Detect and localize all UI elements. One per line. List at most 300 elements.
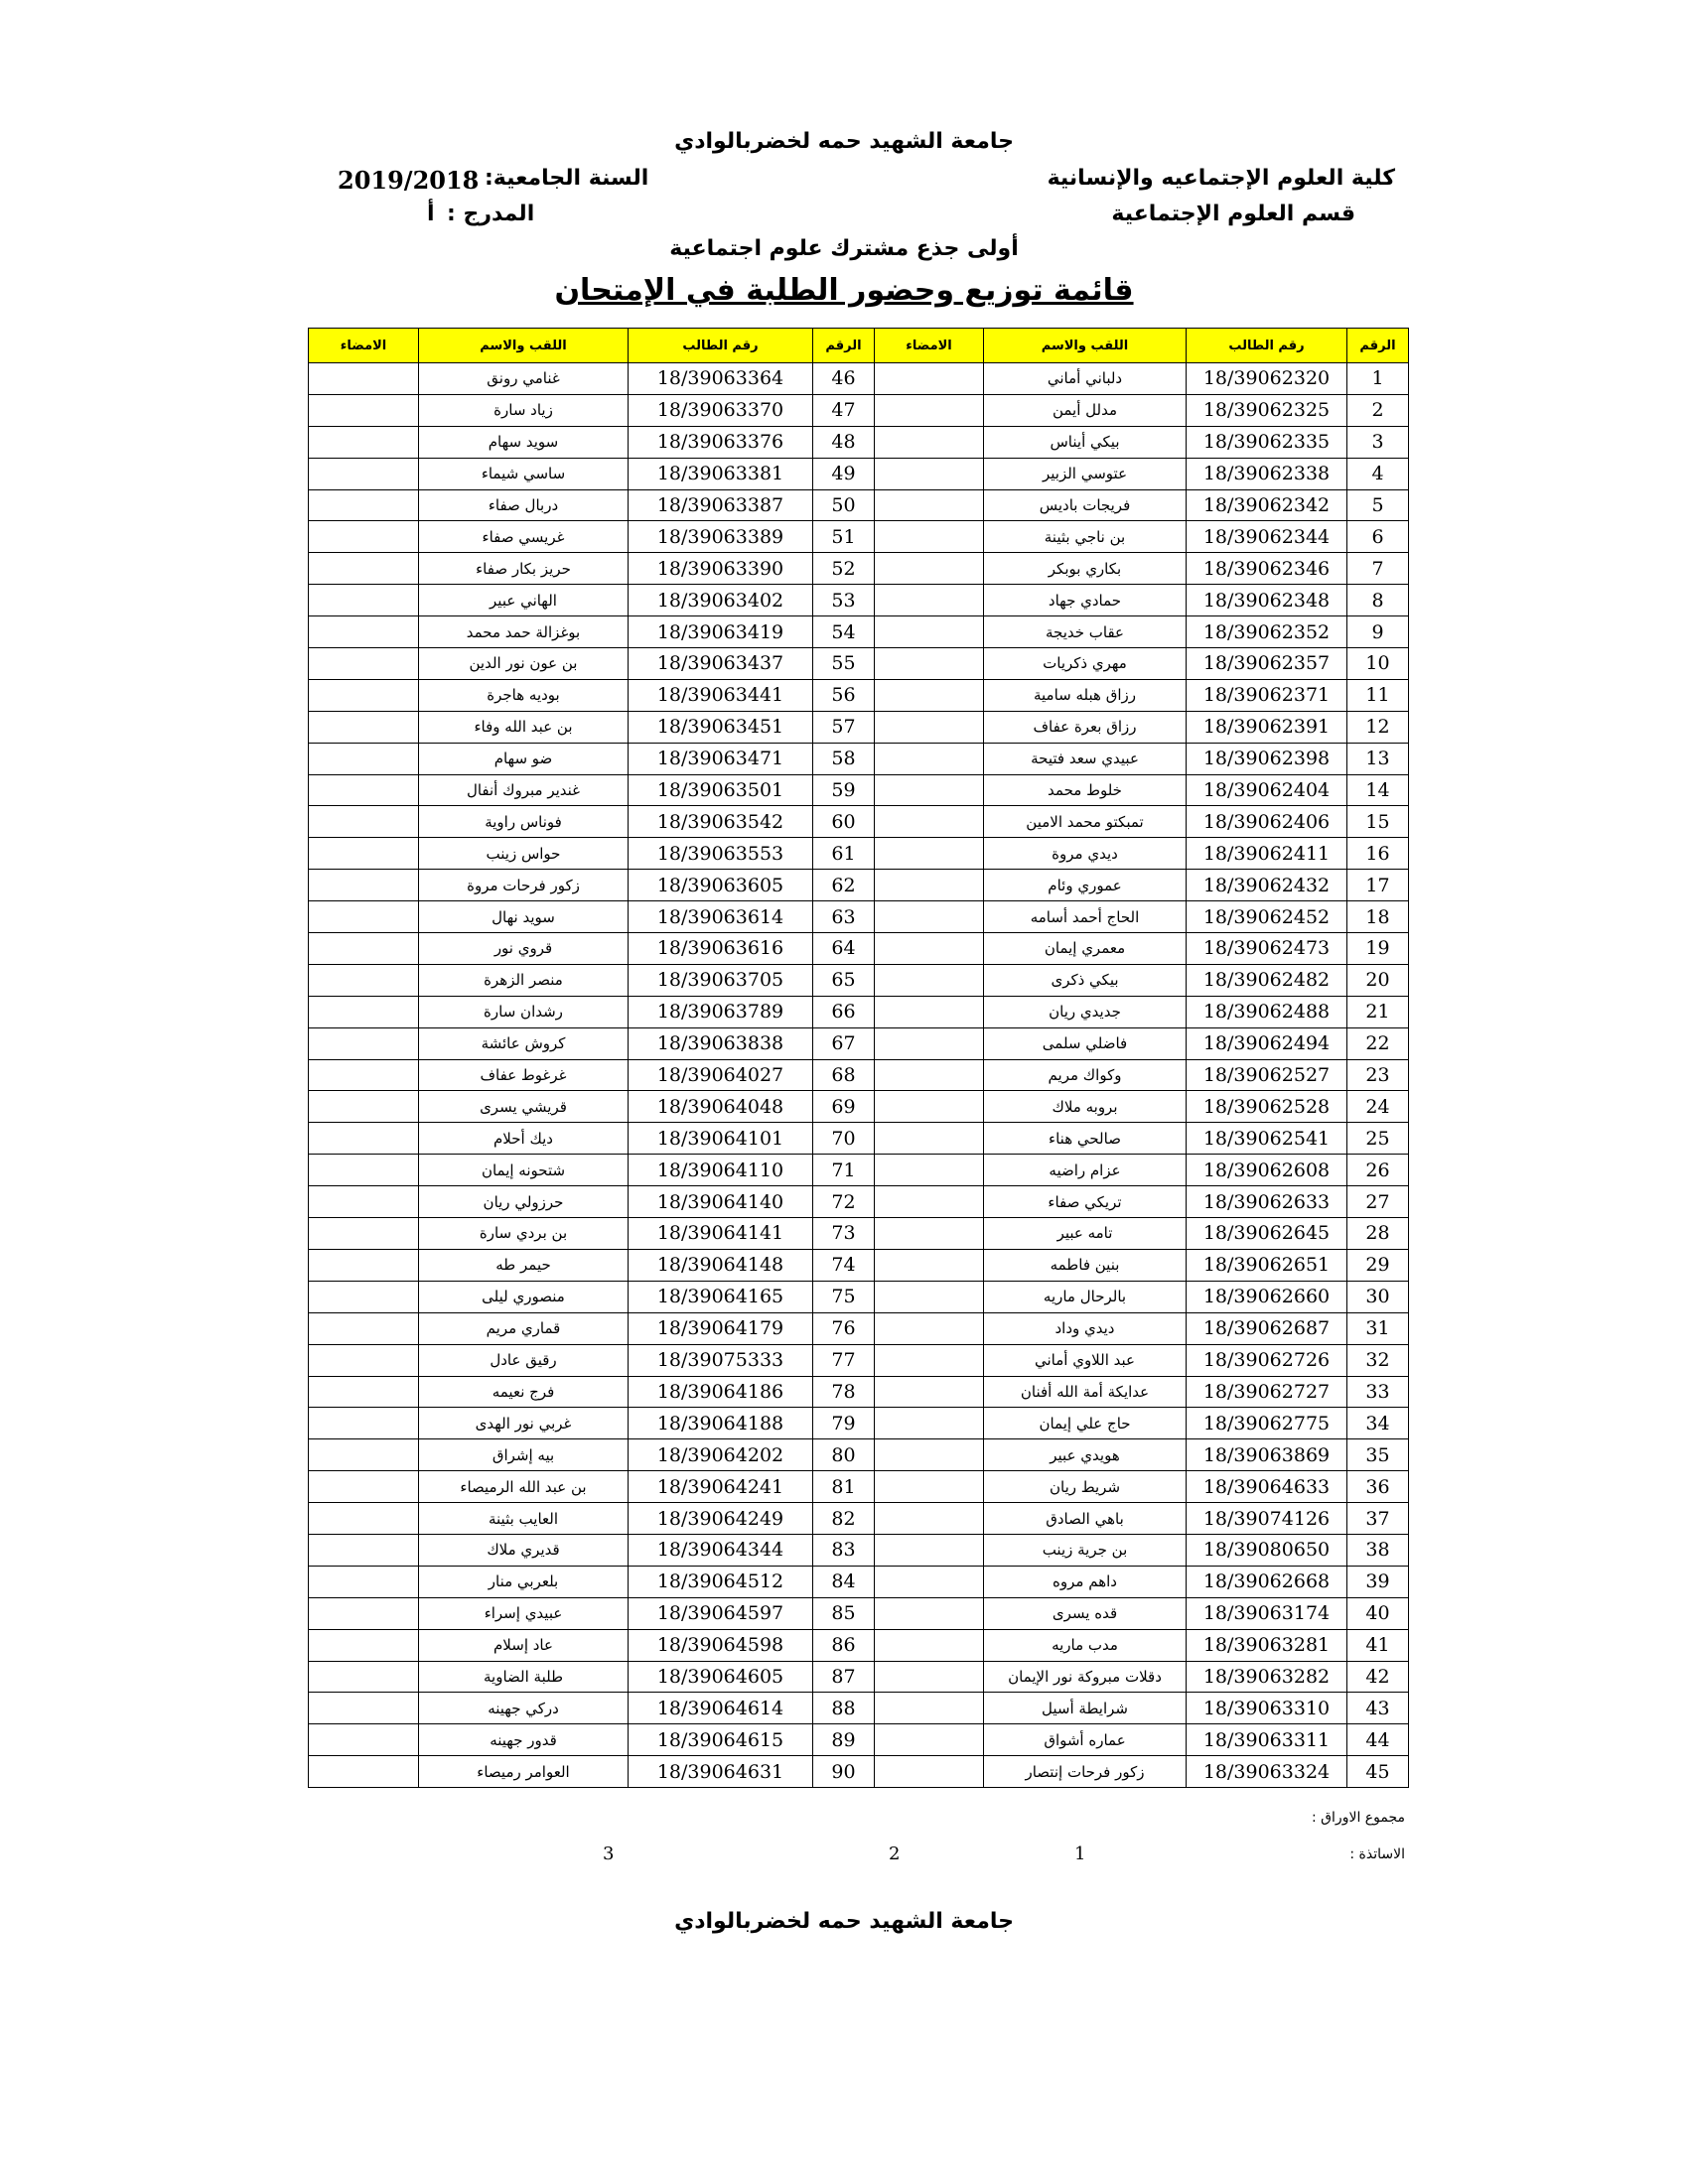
- row-num: 68: [813, 1059, 875, 1091]
- student-id: 18/39064614: [629, 1693, 813, 1724]
- student-id: 18/39063281: [1187, 1629, 1347, 1661]
- student-id: 18/39062452: [1187, 901, 1347, 933]
- student-name: بنين فاطمه: [984, 1249, 1187, 1281]
- student-name: رقيق عادل: [419, 1344, 629, 1376]
- signature-cell: [309, 743, 419, 774]
- row-num: 43: [1347, 1693, 1409, 1724]
- student-name: بن ناجي بثينة: [984, 521, 1187, 553]
- signature-cell: [309, 870, 419, 901]
- row-num: 75: [813, 1281, 875, 1312]
- signature-cell: [309, 394, 419, 426]
- student-name: دركي جهينه: [419, 1693, 629, 1724]
- student-name: بن عبد الله وفاء: [419, 711, 629, 743]
- student-name: شتحونه إيمان: [419, 1155, 629, 1186]
- student-id: 18/39062404: [1187, 774, 1347, 806]
- student-id: 18/39062371: [1187, 679, 1347, 711]
- row-num: 12: [1347, 711, 1409, 743]
- professor-number-2: 2: [889, 1843, 901, 1864]
- signature-cell: [875, 1566, 984, 1597]
- signature-cell: [875, 711, 984, 743]
- student-id: 18/39062645: [1187, 1218, 1347, 1250]
- signature-cell: [875, 806, 984, 838]
- professor-number-3: 3: [603, 1843, 615, 1864]
- row-num: 34: [1347, 1408, 1409, 1439]
- signature-cell: [875, 648, 984, 680]
- student-id: 18/39062342: [1187, 489, 1347, 521]
- row-num: 29: [1347, 1249, 1409, 1281]
- row-num: 39: [1347, 1566, 1409, 1597]
- student-name: خلوط محمد: [984, 774, 1187, 806]
- student-id: 18/39062473: [1187, 933, 1347, 965]
- row-num: 11: [1347, 679, 1409, 711]
- student-id: 18/39062775: [1187, 1408, 1347, 1439]
- student-name: غربي نور الهدى: [419, 1408, 629, 1439]
- student-name: العايب بثينة: [419, 1503, 629, 1535]
- student-name: داهم مروه: [984, 1566, 1187, 1597]
- student-name: مدب ماريه: [984, 1629, 1187, 1661]
- student-id: 18/39062660: [1187, 1281, 1347, 1312]
- student-id: 18/39062494: [1187, 1027, 1347, 1059]
- professors-label: الاساتذة :: [1349, 1846, 1405, 1862]
- row-num: 78: [813, 1376, 875, 1408]
- student-id: 18/39064633: [1187, 1471, 1347, 1503]
- student-id: 18/39064165: [629, 1281, 813, 1312]
- signature-cell: [309, 901, 419, 933]
- signature-cell: [309, 838, 419, 870]
- signature-cell: [875, 1756, 984, 1788]
- row-num: 8: [1347, 585, 1409, 616]
- student-id: 18/39062352: [1187, 616, 1347, 648]
- student-name: تريكي صفاء: [984, 1186, 1187, 1218]
- student-id: 18/39063381: [629, 458, 813, 489]
- table-row: [309, 774, 1409, 806]
- signature-cell: [875, 964, 984, 996]
- row-num: 5: [1347, 489, 1409, 521]
- student-name: تمبكتو محمد الامين: [984, 806, 1187, 838]
- student-id: 18/39063501: [629, 774, 813, 806]
- student-id: 18/39063387: [629, 489, 813, 521]
- student-id: 18/39063451: [629, 711, 813, 743]
- student-id: 18/39062608: [1187, 1155, 1347, 1186]
- student-name: بروبه ملاك: [984, 1091, 1187, 1123]
- student-id: 18/39064344: [629, 1534, 813, 1566]
- row-num: 13: [1347, 743, 1409, 774]
- table-row: [309, 1281, 1409, 1312]
- row-num: 77: [813, 1344, 875, 1376]
- table-row: [309, 489, 1409, 521]
- student-id: 18/39062406: [1187, 806, 1347, 838]
- signature-cell: [309, 363, 419, 395]
- row-num: 7: [1347, 553, 1409, 585]
- signature-cell: [875, 1661, 984, 1693]
- row-num: 49: [813, 458, 875, 489]
- signature-cell: [875, 679, 984, 711]
- student-id: 18/39063869: [1187, 1439, 1347, 1471]
- student-name: بوديه هاجرة: [419, 679, 629, 711]
- row-num: 65: [813, 964, 875, 996]
- student-name: دربال صفاء: [419, 489, 629, 521]
- table-row: [309, 933, 1409, 965]
- signature-cell: [309, 426, 419, 458]
- signature-cell: [309, 616, 419, 648]
- signature-cell: [309, 1312, 419, 1344]
- student-name: عزام راضيه: [984, 1155, 1187, 1186]
- university-header: جامعة الشهيد حمه لخضربالوادي: [674, 129, 1014, 154]
- signature-cell: [309, 1186, 419, 1218]
- table-row: [309, 616, 1409, 648]
- student-name: حريز بكار صفاء: [419, 553, 629, 585]
- student-id: 18/39064186: [629, 1376, 813, 1408]
- row-num: 16: [1347, 838, 1409, 870]
- student-name: فريجات باديس: [984, 489, 1187, 521]
- signature-cell: [875, 1249, 984, 1281]
- signature-cell: [309, 1408, 419, 1439]
- student-name: شريط ريان: [984, 1471, 1187, 1503]
- student-id: 18/39064141: [629, 1218, 813, 1250]
- student-name: دلباني أماني: [984, 363, 1187, 395]
- signature-cell: [875, 1693, 984, 1724]
- student-id: 18/39064598: [629, 1629, 813, 1661]
- row-num: 73: [813, 1218, 875, 1250]
- row-num: 18: [1347, 901, 1409, 933]
- student-name: بيه إشراق: [419, 1439, 629, 1471]
- row-num: 72: [813, 1186, 875, 1218]
- row-num: 40: [1347, 1597, 1409, 1629]
- student-name: عدايكة أمة الله أفنان: [984, 1376, 1187, 1408]
- student-name: غنامي رونق: [419, 363, 629, 395]
- signature-cell: [309, 1027, 419, 1059]
- university-footer: جامعة الشهيد حمه لخضربالوادي: [674, 1909, 1014, 1934]
- student-id: 18/39062527: [1187, 1059, 1347, 1091]
- signature-cell: [875, 553, 984, 585]
- student-id: 18/39063553: [629, 838, 813, 870]
- student-id: 18/39062541: [1187, 1123, 1347, 1155]
- student-name: غندير مبروك أنفال: [419, 774, 629, 806]
- row-num: 85: [813, 1597, 875, 1629]
- student-name: حواس زينب: [419, 838, 629, 870]
- student-name: عقاب خديجة: [984, 616, 1187, 648]
- header-id-right: رقم الطالب: [1187, 329, 1347, 363]
- table-row: [309, 363, 1409, 395]
- signature-cell: [309, 1155, 419, 1186]
- signature-cell: [875, 1534, 984, 1566]
- student-id: 18/39062411: [1187, 838, 1347, 870]
- signature-cell: [875, 426, 984, 458]
- table-row: [309, 1091, 1409, 1123]
- student-id: 18/39064605: [629, 1661, 813, 1693]
- student-name: قريشي يسرى: [419, 1091, 629, 1123]
- signature-cell: [875, 1155, 984, 1186]
- signature-cell: [309, 1629, 419, 1661]
- student-id: 18/39062398: [1187, 743, 1347, 774]
- student-id: 18/39063390: [629, 553, 813, 585]
- table-row: [309, 1344, 1409, 1376]
- row-num: 60: [813, 806, 875, 838]
- student-name: منصر الزهرة: [419, 964, 629, 996]
- student-name: قده يسرى: [984, 1597, 1187, 1629]
- student-id: 18/39062651: [1187, 1249, 1347, 1281]
- academic-year-value: 2019/2018: [338, 166, 480, 195]
- row-num: 15: [1347, 806, 1409, 838]
- student-id: 18/39064615: [629, 1724, 813, 1756]
- row-num: 59: [813, 774, 875, 806]
- table-row: [309, 1218, 1409, 1250]
- signature-cell: [309, 553, 419, 585]
- signature-cell: [309, 648, 419, 680]
- signature-cell: [875, 394, 984, 426]
- student-id: 18/39064101: [629, 1123, 813, 1155]
- signature-cell: [309, 996, 419, 1027]
- student-name: معمري إيمان: [984, 933, 1187, 965]
- student-name: غرغوط عفاف: [419, 1059, 629, 1091]
- student-id: 18/39062320: [1187, 363, 1347, 395]
- signature-cell: [875, 1059, 984, 1091]
- signature-cell: [875, 363, 984, 395]
- row-num: 30: [1347, 1281, 1409, 1312]
- row-num: 36: [1347, 1471, 1409, 1503]
- student-name: بالرحال ماريه: [984, 1281, 1187, 1312]
- signature-cell: [309, 585, 419, 616]
- hall-label: المدرج :: [447, 202, 535, 226]
- signature-cell: [875, 933, 984, 965]
- signature-cell: [309, 711, 419, 743]
- table-row: [309, 1534, 1409, 1566]
- table-row: [309, 458, 1409, 489]
- student-id: 18/39062633: [1187, 1186, 1347, 1218]
- student-name: ديدي مروة: [984, 838, 1187, 870]
- row-num: 61: [813, 838, 875, 870]
- signature-cell: [875, 585, 984, 616]
- header-num-left: الرقم: [813, 329, 875, 363]
- student-name: عموري وئام: [984, 870, 1187, 901]
- signature-cell: [875, 489, 984, 521]
- student-id: 18/39062346: [1187, 553, 1347, 585]
- table-header-row: [309, 329, 1409, 363]
- table-row: [309, 1249, 1409, 1281]
- row-num: 50: [813, 489, 875, 521]
- row-num: 38: [1347, 1534, 1409, 1566]
- row-num: 90: [813, 1756, 875, 1788]
- signature-cell: [875, 870, 984, 901]
- student-id: 18/39064597: [629, 1597, 813, 1629]
- row-num: 24: [1347, 1091, 1409, 1123]
- student-id: 18/39062488: [1187, 996, 1347, 1027]
- student-id: 18/39075333: [629, 1344, 813, 1376]
- student-name: بن عبد الله الرميصاء: [419, 1471, 629, 1503]
- row-num: 63: [813, 901, 875, 933]
- row-num: 54: [813, 616, 875, 648]
- student-name: باهي الصادق: [984, 1503, 1187, 1535]
- student-id: 18/39062687: [1187, 1312, 1347, 1344]
- row-num: 58: [813, 743, 875, 774]
- signature-cell: [875, 458, 984, 489]
- table-row: [309, 1503, 1409, 1535]
- row-num: 84: [813, 1566, 875, 1597]
- header-id-left: رقم الطالب: [629, 329, 813, 363]
- signature-cell: [309, 1439, 419, 1471]
- table-row: [309, 1027, 1409, 1059]
- signature-cell: [875, 901, 984, 933]
- student-name: سويد نهال: [419, 901, 629, 933]
- table-row: [309, 964, 1409, 996]
- signature-cell: [875, 1724, 984, 1756]
- table-row: [309, 679, 1409, 711]
- student-name: حرزولي ريان: [419, 1186, 629, 1218]
- row-num: 32: [1347, 1344, 1409, 1376]
- student-id: 18/39062335: [1187, 426, 1347, 458]
- signature-cell: [309, 489, 419, 521]
- student-id: 18/39064188: [629, 1408, 813, 1439]
- row-num: 88: [813, 1693, 875, 1724]
- student-id: 18/39063705: [629, 964, 813, 996]
- row-num: 86: [813, 1629, 875, 1661]
- signature-cell: [875, 1091, 984, 1123]
- signature-cell: [309, 964, 419, 996]
- student-id: 18/39074126: [1187, 1503, 1347, 1535]
- signature-cell: [309, 458, 419, 489]
- student-id: 18/39064512: [629, 1566, 813, 1597]
- row-num: 71: [813, 1155, 875, 1186]
- row-num: 6: [1347, 521, 1409, 553]
- student-id: 18/39063310: [1187, 1693, 1347, 1724]
- signature-cell: [309, 806, 419, 838]
- signature-cell: [875, 1503, 984, 1535]
- student-name: هويدي عبير: [984, 1439, 1187, 1471]
- student-name: رشدان سارة: [419, 996, 629, 1027]
- row-num: 76: [813, 1312, 875, 1344]
- row-num: 26: [1347, 1155, 1409, 1186]
- student-name: قديري ملاك: [419, 1534, 629, 1566]
- signature-cell: [875, 1471, 984, 1503]
- row-num: 35: [1347, 1439, 1409, 1471]
- row-num: 45: [1347, 1756, 1409, 1788]
- row-num: 9: [1347, 616, 1409, 648]
- row-num: 89: [813, 1724, 875, 1756]
- signature-cell: [309, 1123, 419, 1155]
- student-id: 18/39062325: [1187, 394, 1347, 426]
- table-row: [309, 743, 1409, 774]
- table-row: [309, 1566, 1409, 1597]
- row-num: 2: [1347, 394, 1409, 426]
- student-id: 18/39063419: [629, 616, 813, 648]
- header-name-left: اللقب والاسم: [419, 329, 629, 363]
- student-name: زكور فرحات مروة: [419, 870, 629, 901]
- row-num: 33: [1347, 1376, 1409, 1408]
- signature-cell: [875, 1344, 984, 1376]
- study-level: أولى جذع مشترك علوم اجتماعية: [669, 236, 1019, 261]
- table-row: [309, 806, 1409, 838]
- student-id: 18/39063311: [1187, 1724, 1347, 1756]
- student-id: 18/39064110: [629, 1155, 813, 1186]
- student-name: حيمر طه: [419, 1249, 629, 1281]
- student-name: الهاني عبير: [419, 585, 629, 616]
- professor-number-1: 1: [1074, 1843, 1086, 1864]
- table-row: [309, 1155, 1409, 1186]
- faculty-name: كلية العلوم الإجتماعيه والإنسانية: [1047, 166, 1395, 191]
- row-num: 51: [813, 521, 875, 553]
- student-id: 18/39062391: [1187, 711, 1347, 743]
- table-row: [309, 1408, 1409, 1439]
- student-id: 18/39062432: [1187, 870, 1347, 901]
- row-num: 70: [813, 1123, 875, 1155]
- row-num: 42: [1347, 1661, 1409, 1693]
- student-id: 18/39062338: [1187, 458, 1347, 489]
- row-num: 87: [813, 1661, 875, 1693]
- row-num: 21: [1347, 996, 1409, 1027]
- student-name: بيكي ذكرى: [984, 964, 1187, 996]
- signature-cell: [875, 1376, 984, 1408]
- signature-cell: [309, 679, 419, 711]
- signature-cell: [875, 1218, 984, 1250]
- student-name: فوناس راوية: [419, 806, 629, 838]
- signature-cell: [875, 1123, 984, 1155]
- signature-cell: [875, 743, 984, 774]
- table-row: [309, 1597, 1409, 1629]
- student-id: 18/39063614: [629, 901, 813, 933]
- signature-cell: [875, 1312, 984, 1344]
- student-id: 18/39062357: [1187, 648, 1347, 680]
- student-id: 18/39063471: [629, 743, 813, 774]
- student-id: 18/39063789: [629, 996, 813, 1027]
- signature-cell: [309, 1724, 419, 1756]
- row-num: 25: [1347, 1123, 1409, 1155]
- student-name: بن بردي سارة: [419, 1218, 629, 1250]
- student-name: تامه عبير: [984, 1218, 1187, 1250]
- hall-value: أ: [427, 202, 435, 226]
- signature-cell: [875, 1439, 984, 1471]
- student-name: مدلل أيمن: [984, 394, 1187, 426]
- signature-cell: [875, 1629, 984, 1661]
- student-id: 18/39062348: [1187, 585, 1347, 616]
- signature-cell: [309, 1344, 419, 1376]
- signature-cell: [309, 774, 419, 806]
- student-name: بلعربي منار: [419, 1566, 629, 1597]
- student-name: عتوسي الزبير: [984, 458, 1187, 489]
- student-id: 18/39064241: [629, 1471, 813, 1503]
- student-name: ديدي وداد: [984, 1312, 1187, 1344]
- row-num: 82: [813, 1503, 875, 1535]
- student-name: عماره أشواق: [984, 1724, 1187, 1756]
- table-row: [309, 1693, 1409, 1724]
- student-id: 18/39062668: [1187, 1566, 1347, 1597]
- row-num: 3: [1347, 426, 1409, 458]
- signature-cell: [875, 1027, 984, 1059]
- student-name: الحاج أحمد أسامه: [984, 901, 1187, 933]
- student-name: غريسي صفاء: [419, 521, 629, 553]
- student-name: رزاق بعرة عفاف: [984, 711, 1187, 743]
- row-num: 83: [813, 1534, 875, 1566]
- student-id: 18/39064048: [629, 1091, 813, 1123]
- signature-cell: [309, 1597, 419, 1629]
- student-name: زكور فرحات إنتصار: [984, 1756, 1187, 1788]
- row-num: 1: [1347, 363, 1409, 395]
- student-id: 18/39063605: [629, 870, 813, 901]
- table-row: [309, 521, 1409, 553]
- student-name: عاد إسلام: [419, 1629, 629, 1661]
- table-row: [309, 1312, 1409, 1344]
- signature-cell: [309, 1566, 419, 1597]
- student-name: قروي نور: [419, 933, 629, 965]
- student-name: صالحي هناء: [984, 1123, 1187, 1155]
- student-name: عبد اللاوي أماني: [984, 1344, 1187, 1376]
- row-num: 46: [813, 363, 875, 395]
- signature-cell: [309, 1693, 419, 1724]
- attendance-table: [308, 328, 1409, 1788]
- student-id: 18/39063376: [629, 426, 813, 458]
- row-num: 47: [813, 394, 875, 426]
- signature-cell: [309, 1249, 419, 1281]
- header-num-right: الرقم: [1347, 329, 1409, 363]
